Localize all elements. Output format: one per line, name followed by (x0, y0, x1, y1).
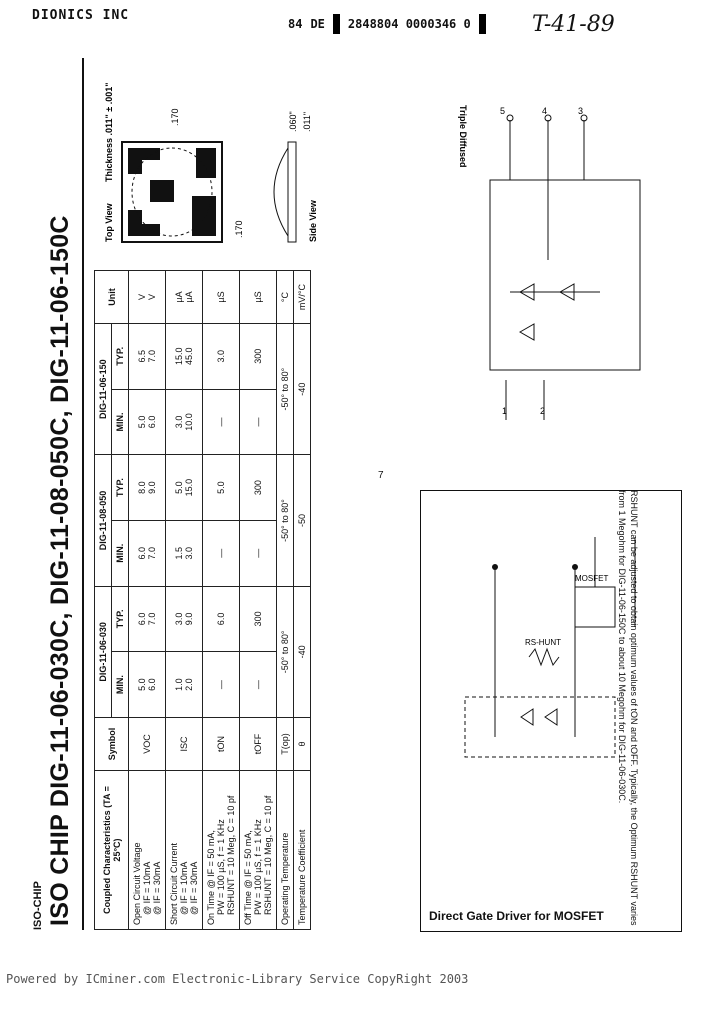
row-unit: V V (129, 271, 166, 324)
col-characteristics: Coupled Characteristics (TA = 25°C) (95, 771, 129, 930)
row-unit: mV/°C (294, 271, 311, 324)
top-view-label: Top View (104, 203, 114, 242)
table-row (277, 271, 294, 930)
cell: 6.0 7.0 (129, 520, 166, 586)
row-label: Off Time @ IF = 50 mA, PW = 100 µS, f = 1 KHz RSHUNT = 10 Meg, C = 10 pf (240, 771, 277, 930)
cell: 3.0 10.0 (166, 389, 203, 455)
col-group-2: DIG-11-08-050 (95, 455, 112, 586)
col-group-1: DIG-11-06-030 (95, 586, 112, 717)
mosfet-label: MOSFET (575, 574, 609, 583)
cell: 6.5 7.0 (129, 324, 166, 390)
cell: 6.0 (203, 586, 240, 652)
cell: 15.0 45.0 (166, 324, 203, 390)
col-min: MIN. (112, 652, 129, 718)
pin-schematic (450, 60, 710, 420)
col-typ: TYP. (112, 455, 129, 521)
thickness-label: Thickness .011" ± .001" (104, 82, 114, 182)
header-codes (288, 14, 486, 34)
cell: — (203, 652, 240, 718)
row-unit: µS (203, 271, 240, 324)
col-min: MIN. (112, 520, 129, 586)
dim-170-label: .170 (170, 108, 180, 126)
footer-credit: Powered by ICminer.com Electronic-Library Service CopyRight 2003 (6, 972, 469, 986)
cell: 5.0 (203, 455, 240, 521)
row-label: Short Circuit Current @ IF = 10mA @ IF = 30mA (166, 771, 203, 930)
cell: 8.0 9.0 (129, 455, 166, 521)
cell: -40 (294, 586, 311, 717)
row-symbol: T(op) (277, 718, 294, 771)
cell: — (240, 652, 277, 718)
title-rule (82, 58, 84, 930)
side-view-label: Side View (308, 200, 318, 242)
row-unit: µS (240, 271, 277, 324)
handwritten-code: T-41-89 (532, 12, 615, 37)
isochip-outline (465, 697, 615, 757)
cell: -40 (294, 324, 311, 455)
chip-pad (142, 224, 160, 236)
pin-label: 5 (500, 106, 506, 116)
note-text: RSHUNT can be adjusted to obtain optimum values of tON and tOFF. Typically, the Optimum RSHUNT varies from 1 Megohm for DIG-11-06-150C to about 10 Megohm for DIG-11-06-030C. (617, 490, 639, 926)
cell: 5.0 6.0 (129, 389, 166, 455)
cell: — (203, 389, 240, 455)
cell: 300 (240, 586, 277, 652)
cell: — (240, 520, 277, 586)
table-row (294, 271, 311, 930)
col-min: MIN. (112, 389, 129, 455)
dim-011-label: .011" (302, 111, 312, 132)
page-number: 7 (378, 470, 384, 481)
pin-label: 2 (540, 406, 546, 416)
company-name: DIONICS INC (32, 8, 130, 23)
dim-170-label: .170 (234, 220, 244, 238)
cell: — (240, 389, 277, 455)
cell: 1.5 3.0 (166, 520, 203, 586)
cell: 3.0 (203, 324, 240, 390)
resistor-symbol (529, 649, 559, 665)
chip-drawings (92, 42, 412, 262)
cell: 3.0 9.0 (166, 586, 203, 652)
cell: -50° to 80° (277, 586, 294, 717)
chip-pad (192, 196, 216, 236)
cell: -50 (294, 455, 311, 586)
cell: 5.0 6.0 (129, 652, 166, 718)
col-unit: Unit (95, 271, 129, 324)
diode-symbol (545, 709, 557, 725)
led-symbol (520, 324, 534, 340)
col-group-3: DIG-11-06-150 (95, 324, 112, 455)
row-symbol: tOFF (240, 718, 277, 771)
cell: -50° to 80° (277, 324, 294, 455)
chip-pad (128, 210, 142, 236)
barcode-mark (333, 14, 340, 34)
header-code-3: 2848804 0000346 0 (347, 17, 471, 31)
cell: 1.0 2.0 (166, 652, 203, 718)
row-label: Operating Temperature (277, 771, 294, 930)
chip-pad (128, 148, 142, 174)
side-view-dome (274, 148, 288, 236)
spec-table (94, 270, 311, 930)
diode-symbol (521, 709, 533, 725)
mosfet-symbol (575, 587, 615, 627)
row-symbol: ISC (166, 718, 203, 771)
col-typ: TYP. (112, 324, 129, 390)
row-symbol: VOC (129, 718, 166, 771)
col-typ: TYP. (112, 586, 129, 652)
pin-label: 4 (542, 106, 548, 116)
header-code-2: DE (310, 17, 325, 31)
col-symbol: Symbol (95, 718, 129, 771)
mosfet-title: Direct Gate Driver for MOSFET (429, 909, 604, 923)
cell: 6.0 7.0 (129, 586, 166, 652)
page-title: ISO CHIP DIG-11-06-030C, DIG-11-08-050C, DIG-11-06-150C (46, 215, 74, 926)
row-unit: µA µA (166, 271, 203, 324)
cell: — (203, 520, 240, 586)
row-label: Temperature Coefficient (294, 771, 311, 930)
row-label: On Time @ IF = 50 mA, PW = 100 µS, f = 1 KHz RSHUNT = 10 Meg, C = 10 pf (203, 771, 240, 930)
barcode-mark (479, 14, 486, 34)
pin-label: 3 (578, 106, 584, 116)
cell: 300 (240, 324, 277, 390)
row-label: Open Circuit Voltage @ IF = 10mA @ IF = 30mA (129, 771, 166, 930)
chip-pad (196, 148, 216, 178)
table-row (129, 271, 166, 930)
dim-060-label: .060" (288, 111, 298, 132)
triple-diffused-label: Triple Diffused (458, 105, 468, 168)
pin-label: 1 (502, 406, 508, 416)
header-code-1: 84 (288, 17, 303, 31)
row-unit: °C (277, 271, 294, 324)
rshunt-label: RS-HUNT (525, 638, 561, 647)
side-view-chip (288, 142, 296, 242)
table-row (166, 271, 203, 930)
row-symbol: θ (294, 718, 311, 771)
table-row (203, 271, 240, 930)
cell: 300 (240, 455, 277, 521)
table-row (240, 271, 277, 930)
cell: -50° to 80° (277, 455, 294, 586)
section-label: ISO-CHIP (32, 881, 44, 930)
note-column (617, 490, 700, 930)
chip-pad (150, 180, 174, 202)
schematic-box (490, 180, 640, 370)
row-symbol: tON (203, 718, 240, 771)
cell: 5.0 15.0 (166, 455, 203, 521)
